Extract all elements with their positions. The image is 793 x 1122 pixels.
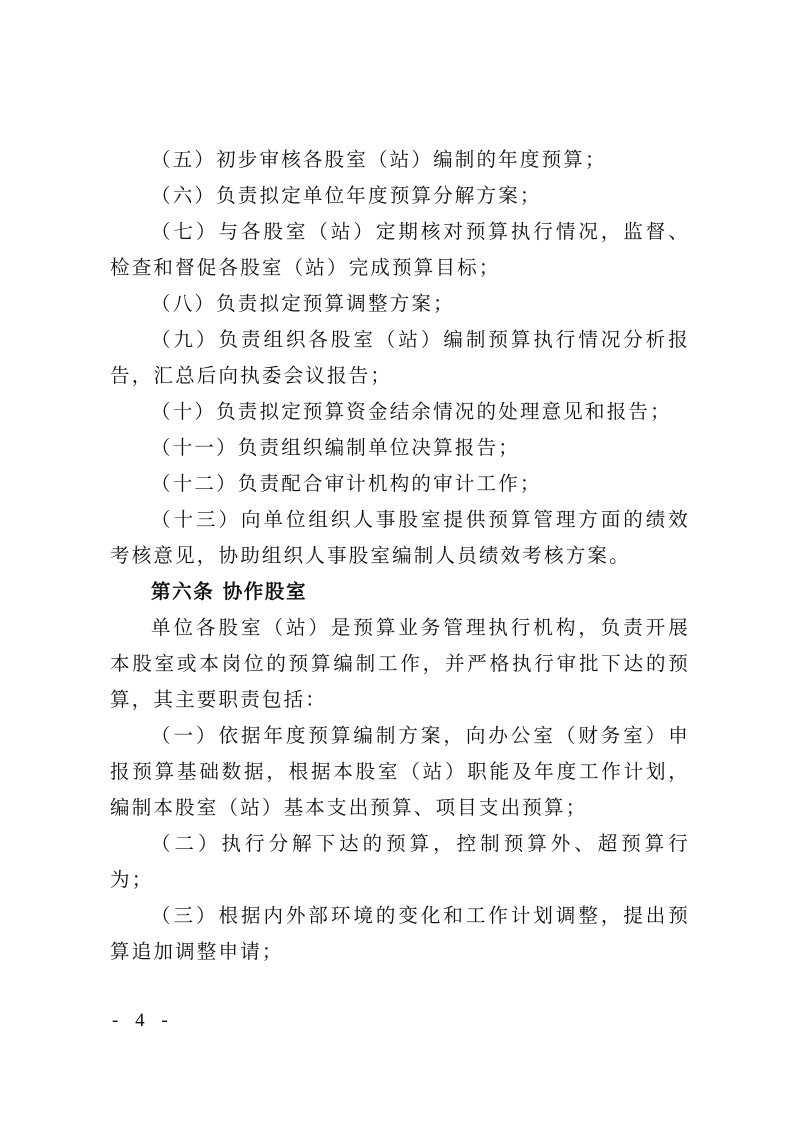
coop-duty-item-2: （二）执行分解下达的预算，控制预算外、超预算行为； xyxy=(110,832,690,891)
duty-item-9: （九）负责组织各股室（站）编制预算执行情况分析报告，汇总后向执委会议报告； xyxy=(110,328,690,387)
page-number: - 4 - xyxy=(112,1010,174,1031)
section-heading: 第六条 协作股室 xyxy=(151,580,308,603)
duty-item-8: （八）负责拟定预算调整方案； xyxy=(151,292,455,315)
duty-item-7: （七）与各股室（站）定期核对预算执行情况，监督、检查和督促各股室（站）完成预算目标； xyxy=(110,220,690,279)
section-intro: 单位各股室（站）是预算业务管理执行机构，负责开展本股室或本岗位的预算编制工作，并严格执行审批下达的预算，其主要职责包括： xyxy=(110,616,690,711)
duty-item-12: （十二）负责配合审计机构的审计工作； xyxy=(151,472,542,495)
document-body xyxy=(110,142,690,970)
coop-duty-item-1: （一）依据年度预算编制方案，向办公室（财务室）申报预算基础数据，根据本股室（站）职能及年度工作计划，编制本股室（站）基本支出预算、项目支出预算； xyxy=(110,724,690,819)
duty-item-6: （六）负责拟定单位年度预算分解方案； xyxy=(151,184,542,207)
duty-item-11: （十一）负责组织编制单位决算报告； xyxy=(151,436,520,459)
duty-item-10: （十）负责拟定预算资金结余情况的处理意见和报告； xyxy=(151,400,672,423)
duty-item-5: （五）初步审核各股室（站）编制的年度预算； xyxy=(151,148,607,171)
coop-duty-item-3: （三）根据内外部环境的变化和工作计划调整，提出预算追加调整申请； xyxy=(110,904,690,963)
duty-item-13: （十三）向单位组织人事股室提供预算管理方面的绩效考核意见，协助组织人事股室编制人员绩效考核方案。 xyxy=(110,508,690,567)
